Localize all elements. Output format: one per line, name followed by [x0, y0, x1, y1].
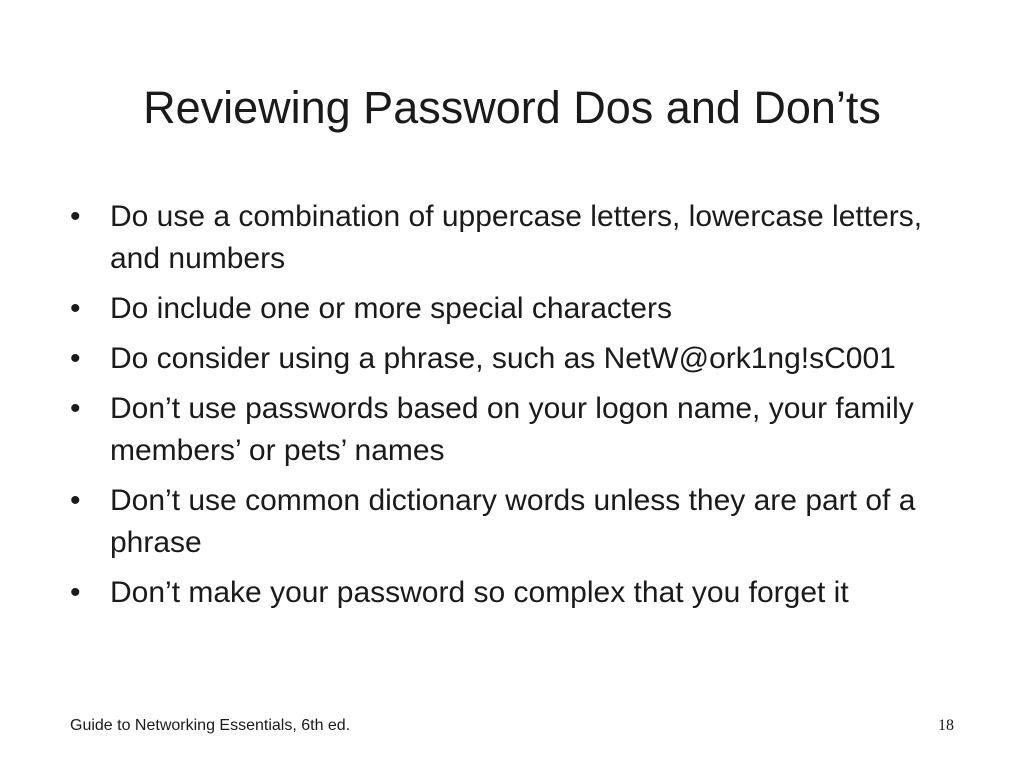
bullet-text: Do consider using a phrase, such as NetW@ork1ng!sC001 — [110, 342, 896, 375]
bullet-item — [70, 338, 950, 380]
bullet-item — [70, 196, 950, 280]
bullet-text: Don’t use common dictionary words unless they are part of a phrase — [110, 484, 916, 559]
bullet-text: Do include one or more special characters — [110, 292, 672, 325]
bullet-list — [70, 196, 950, 622]
footer-book-title: Guide to Networking Essentials, 6th ed. — [70, 717, 351, 734]
bullet-item — [70, 288, 950, 330]
page-number: 18 — [938, 717, 954, 734]
bullet-item — [70, 572, 950, 614]
bullet-item — [70, 480, 950, 564]
slide-title: Reviewing Password Dos and Don’ts — [143, 82, 881, 133]
bullet-icon: • — [70, 392, 81, 425]
bullet-icon: • — [70, 342, 81, 375]
bullet-icon: • — [70, 484, 81, 517]
bullet-icon: • — [70, 200, 81, 233]
bullet-icon: • — [70, 292, 81, 325]
bullet-text: Do use a combination of uppercase letters, lowercase letters, and numbers — [110, 200, 923, 275]
bullet-text: Don’t use passwords based on your logon name, your family members’ or pets’ names — [110, 392, 914, 467]
bullet-icon: • — [70, 576, 81, 609]
bullet-text: Don’t make your password so complex that you forget it — [110, 576, 849, 609]
bullet-item — [70, 388, 950, 472]
